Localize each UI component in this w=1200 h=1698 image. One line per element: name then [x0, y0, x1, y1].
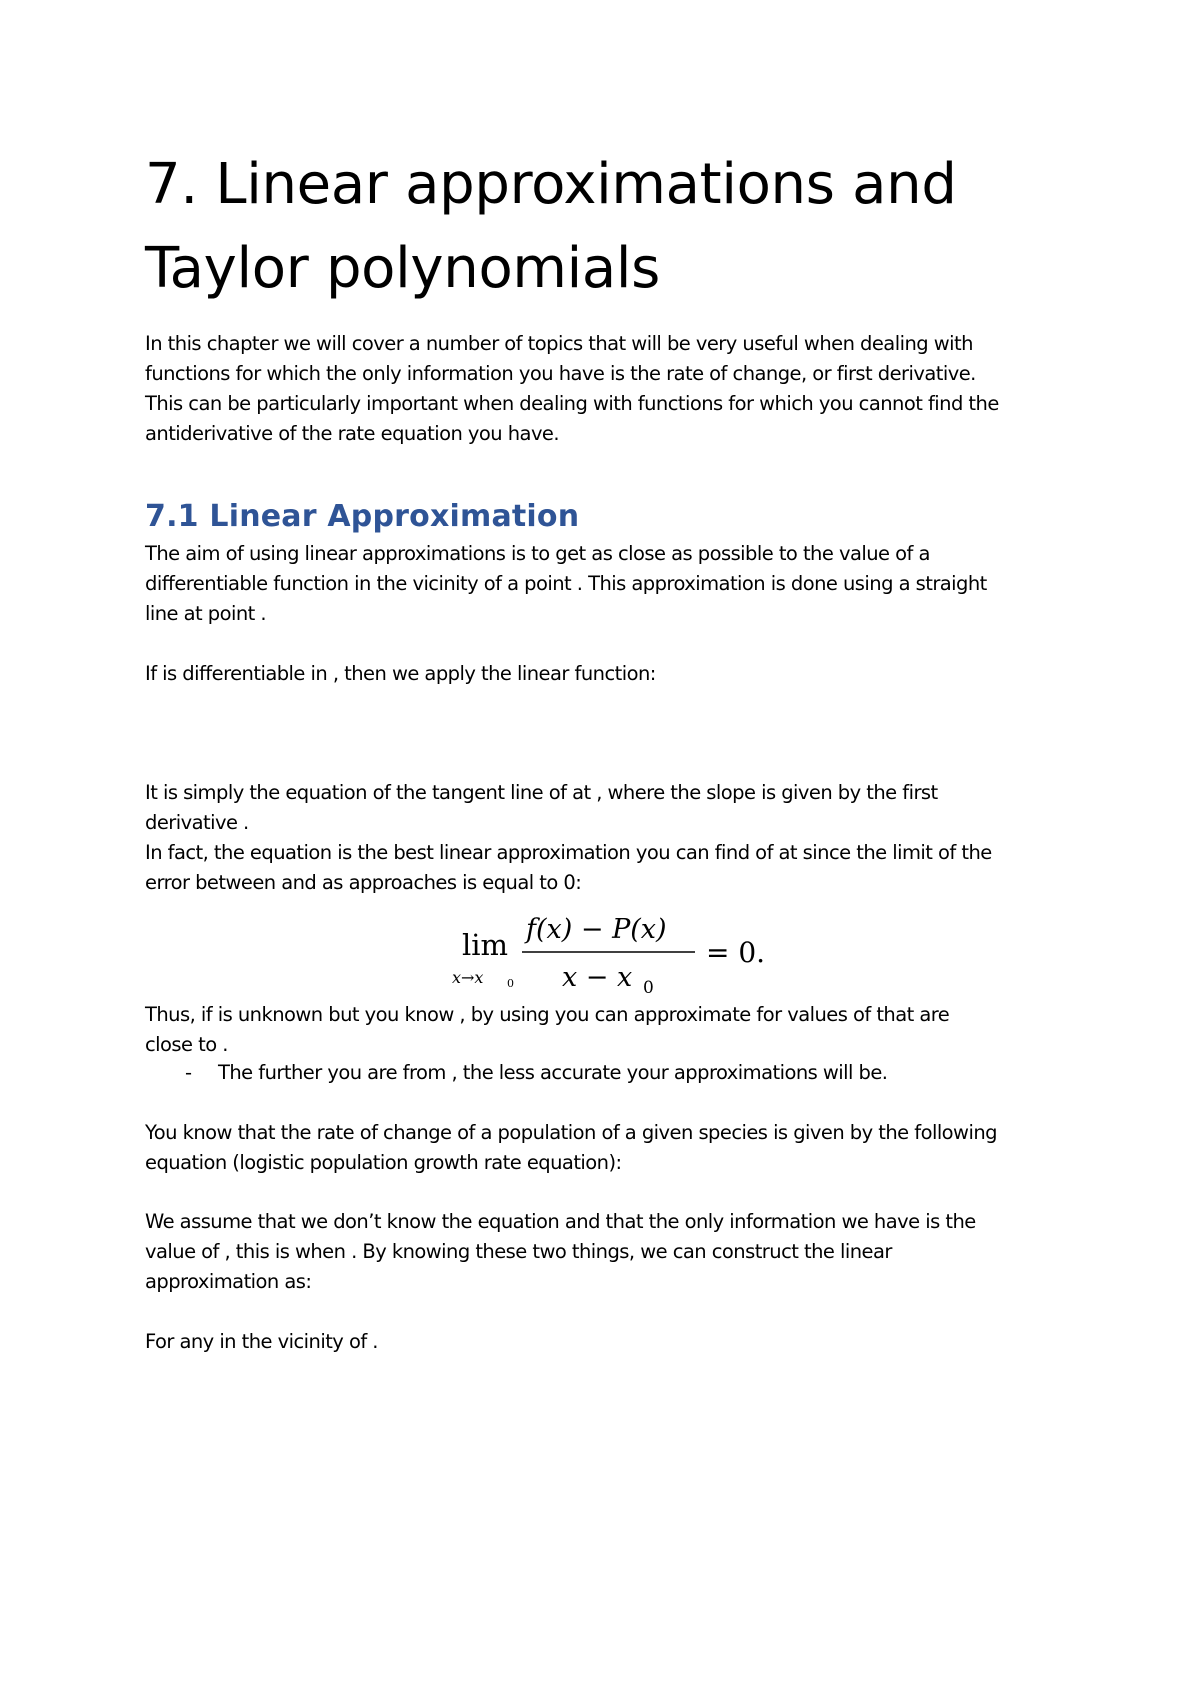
tangent-line: derivative .: [145, 811, 249, 834]
chapter-title-line-2: Taylor polynomials: [145, 236, 661, 301]
for-any-paragraph: [145, 1327, 1085, 1357]
tangent-line: In fact, the equation is the best linear approximation you can find of at since the limit of the: [145, 841, 992, 864]
section-heading: 7.1 Linear Approximation: [145, 499, 580, 534]
tangent-paragraph: [145, 778, 1085, 898]
aim-paragraph: [145, 539, 1085, 629]
thus-paragraph: [145, 1000, 1085, 1060]
tangent-line: It is simply the equation of the tangent line of at , where the slope is given by the first: [145, 781, 938, 804]
aim-line: line at point .: [145, 602, 267, 625]
intro-line: functions for which the only information you have is the rate of change, or first derivative.: [145, 362, 976, 385]
aim-line: differentiable function in the vicinity of a point . This approximation is done using a straight: [145, 572, 987, 595]
formula-numerator: f(x) − P(x): [526, 914, 667, 945]
formula-denominator-index: 0: [643, 978, 654, 995]
assume-line: value of , this is when . By knowing these two things, we can construct the linear: [145, 1240, 892, 1263]
assume-line: approximation as:: [145, 1270, 312, 1293]
intro-line: antiderivative of the rate equation you have.: [145, 422, 560, 445]
population-line: You know that the rate of change of a population of a given species is given by the following: [145, 1121, 997, 1144]
intro-line: This can be particularly important when dealing with functions for which you cannot find the: [145, 392, 999, 415]
bullet-marker: -: [185, 1061, 192, 1084]
formula-lim: lim: [462, 928, 509, 962]
assume-line: We assume that we don’t know the equation and that the only information we have is the: [145, 1210, 976, 1233]
if-differentiable-paragraph: [145, 659, 1085, 689]
formula-rhs: = 0.: [706, 936, 766, 969]
thus-line: close to .: [145, 1033, 228, 1056]
formula-lim-subscript: x→x: [452, 968, 484, 987]
chapter-title-line-1: 7. Linear approximations and: [145, 152, 957, 217]
bullet-text: The further you are from , the less accurate your approximations will be.: [218, 1061, 888, 1084]
assume-paragraph: [145, 1207, 1085, 1297]
bullet-item: [185, 1058, 887, 1088]
tangent-line: error between and as approaches is equal to 0:: [145, 871, 582, 894]
limit-formula: [450, 905, 780, 995]
formula-denominator: x − x: [562, 962, 633, 993]
formula-lim-subscript-index: 0: [507, 977, 514, 990]
intro-paragraph: [145, 329, 1085, 449]
aim-line: The aim of using linear approximations is to get as close as possible to the value of a: [145, 542, 930, 565]
chapter-title: [145, 143, 1105, 311]
intro-line: In this chapter we will cover a number of topics that will be very useful when dealing with: [145, 332, 973, 355]
population-paragraph: [145, 1118, 1085, 1178]
population-line: equation (logistic population growth rate equation):: [145, 1151, 622, 1174]
for-any-line: For any in the vicinity of .: [145, 1330, 378, 1353]
thus-line: Thus, if is unknown but you know , by using you can approximate for values of that are: [145, 1003, 950, 1026]
if-line: If is differentiable in , then we apply the linear function:: [145, 662, 656, 685]
